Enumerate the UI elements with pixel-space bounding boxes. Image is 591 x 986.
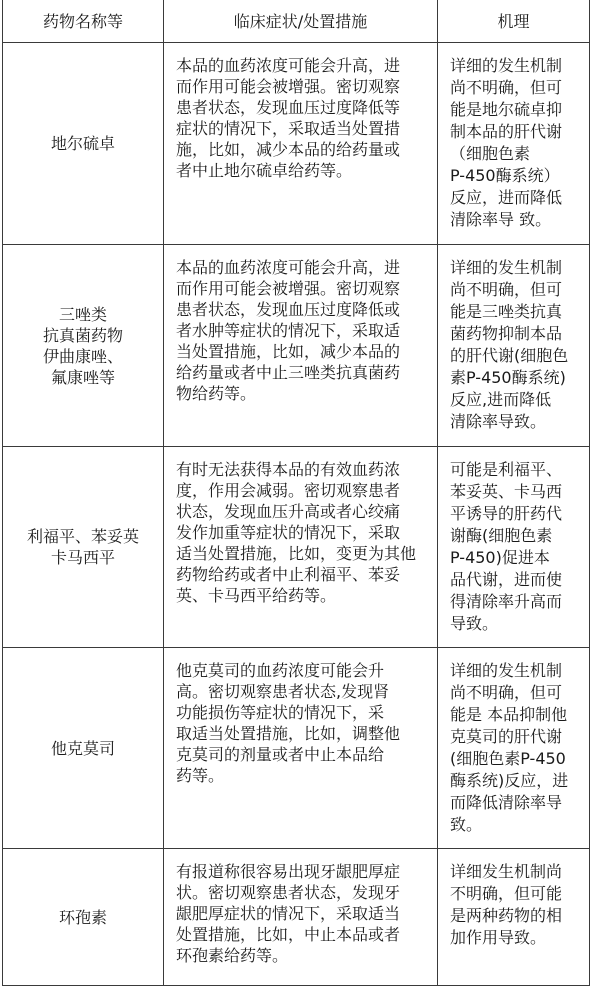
- drug-name-cell: [3, 245, 164, 447]
- mechanism-cell: [438, 245, 590, 447]
- symptoms-cell: [164, 43, 438, 245]
- header-mechanism: 机理: [438, 0, 590, 43]
- header-symptoms-measures: 临床症状/处置措施: [164, 0, 438, 43]
- drug-interaction-table: [2, 0, 590, 986]
- drug-name: 地尔硫卓: [50, 134, 115, 153]
- symptoms-cell: [164, 245, 438, 447]
- table-row: [3, 43, 590, 245]
- symptoms-text: 有报道称很容易出现牙龈肥厚症 状。密切观察患者状态，发现牙 龈肥厚症状的情况下，采取适当 处置措施，比如，中止本品或者 环孢素给药等。: [176, 862, 401, 965]
- mechanism-cell: [438, 43, 590, 245]
- drug-name: 他克莫司: [50, 738, 115, 758]
- header-row: [3, 0, 590, 43]
- mechanism-cell: [438, 849, 590, 986]
- symptoms-cell: [164, 648, 438, 849]
- header-drug-name: 药物名称等: [3, 0, 164, 43]
- symptoms-cell: [164, 849, 438, 986]
- symptoms-text: 他克莫司的血药浓度可能会升 高。密切观察患者状态,发现肾 功能损伤等症状的情况下，采 取适当处置措施，比如，调整他 克莫司的剂量或者中止本品给 药等。: [176, 661, 401, 785]
- mechanism-text: 详细的发生机制 尚不明确，但可 能是地尔硫卓抑 制本品的肝代谢 （细胞色素 P-450酶系统） 反应，进而降低 清除率导 致。: [450, 56, 563, 229]
- mechanism-text: 详细的发生机制 尚不明确，但可 能是 本品抑制他 克莫司的肝代谢 (细胞色素P-450 酶系统)反应，进 而降低清除率导 致。: [450, 661, 569, 834]
- drug-name-cell: [3, 648, 164, 849]
- table-row: [3, 245, 590, 447]
- drug-name-cell: [3, 849, 164, 986]
- table-row: [3, 447, 590, 648]
- table-row: [3, 648, 590, 849]
- drug-name: 三唑类 抗真菌药物 伊曲康唑、 氟康唑等: [42, 304, 123, 387]
- drug-name: 环孢素: [58, 907, 107, 927]
- symptoms-text: 本品的血药浓度可能会升高，进 而作用可能会被增强。密切观察 患者状态，发现血压过度降低等 症状的情况下，采取适当处置措 施，比如，减少本品的给药量或 者中止地尔硫卓给药等。: [176, 56, 401, 180]
- mechanism-cell: [438, 648, 590, 849]
- drug-name-cell: [3, 43, 164, 245]
- symptoms-text: 本品的血药浓度可能会升高，进 而作用可能会被增强。密切观察 患者状态，发现血压过度降低或 者水肿等症状的情况下，采取适 当处置措施，比如，减少本品的 给药量或者中止三唑类抗真菌药 物给药等。: [176, 258, 401, 403]
- drug-name: 利福平、苯妥英 卡马西平: [26, 527, 139, 567]
- mechanism-cell: [438, 447, 590, 648]
- drug-name-cell: [3, 447, 164, 648]
- table-row: [3, 849, 590, 986]
- mechanism-text: 详细的发生机制 尚不明确，但可 能是三唑类抗真 菌药物抑制本品 的肝代谢(细胞色 素P-450酶系统) 反应,进而降低 清除率导致。: [450, 258, 569, 431]
- symptoms-cell: [164, 447, 438, 648]
- mechanism-text: 可能是利福平、 苯妥英、卡马西 平诱导的肝药代 谢酶(细胞色素 P-450)促进本 品代谢，进而使 得清除率升高而 导致。: [450, 460, 563, 633]
- symptoms-text: 有时无法获得本品的有效血药浓 度，作用会减弱。密切观察患者 状态，发现血压升高或者心绞痛 发作加重等症状的情况下，采取 适当处置措施，比如，变更为其他 药物给药或者中止利福平、苯妥 英、卡马西平给药等。: [176, 460, 417, 605]
- mechanism-text: 详细发生机制尚 不明确，但可能 是两种药物的相 加作用导致。: [450, 862, 563, 947]
